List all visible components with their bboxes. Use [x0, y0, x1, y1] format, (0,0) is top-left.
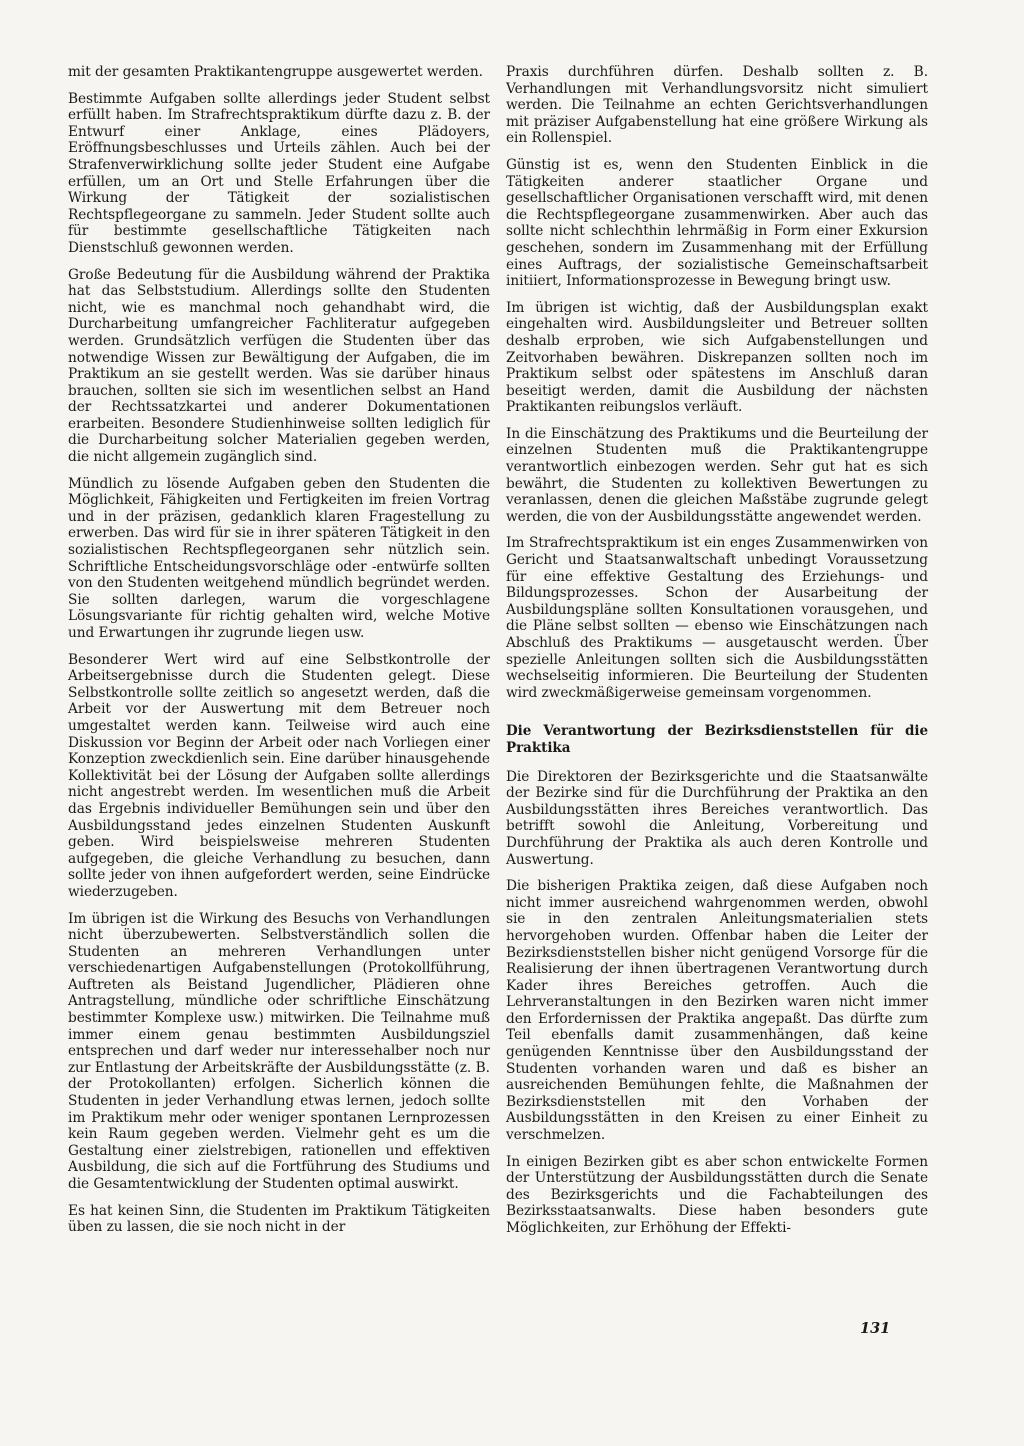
paragraph: Bestimmte Aufgaben sollte allerdings jeder Student selbst erfüllt haben. Im Strafrechtspraktikum dürfte dazu z. B. der Entwurf einer Anklage, eines Plädoyers, Eröffnungsbeschlusses und Urteils zählen. Auch bei der Strafenverwirklichung sollte jeder Student eine Aufgabe erfüllen, um an Ort und Stelle Erfahrungen über die Wirkung der Tätigkeit der sozialistischen Rechtspflegeorgane zu sammeln. Jeder Student sollte auch für bestimmte gesellschaftliche Tätigkeiten nach Dienstschluß gewonnen werden.	[68, 90, 490, 256]
paragraph: Günstig ist es, wenn den Studenten Einblick in die Tätigkeiten anderer staatlicher Organe und gesellschaftlicher Organisationen verschafft wird, mit denen die Rechtspflegeorgane zusammenwirken. Aber auch das sollte nicht schlechthin lehrmäßig in Form einer Exkursion geschehen, sondern im Zusammenhang mit der Erfüllung eines Auftrags, der sozialistische Gemeinschaftsarbeit initiiert, Informationsprozesse in Bewegung bringt usw.	[506, 156, 928, 290]
page-number: 131	[860, 1320, 891, 1337]
paragraph: Mündlich zu lösende Aufgaben geben den Studenten die Möglichkeit, Fähigkeiten und Fertigkeiten im freien Vortrag und in der präzisen, gedanklich klaren Fragestellung zu erwerben. Das wird für sie in ihrer späteren Tätigkeit in den sozialistischen Rechtspflegeorganen sehr nützlich sein. Schriftliche Entscheidungsvorschläge oder -entwürfe sollten von den Studenten weitgehend mündlich begründet werden. Sie sollten darlegen, warum die vorgeschlagene Lösungsvariante für richtig gehalten wird, welche Motive und Erwartungen ihr zugrunde liegen usw.	[68, 475, 490, 641]
paragraph: Praxis durchführen dürfen. Deshalb sollten z. B. Verhandlungen mit Verhandlungsvorsitz nicht simuliert werden. Die Teilnahme an echten Gerichtsverhandlungen mit präziser Aufgabenstellung hat eine größere Wirkung als ein Rollenspiel.	[506, 64, 928, 147]
paragraph: In die Einschätzung des Praktikums und die Beurteilung der einzelnen Studenten muß die Praktikantengruppe verantwortlich einbezogen werden. Sehr gut hat es sich bewährt, die Studenten zu kollektiven Bewertungen zu veranlassen, denen die gleichen Maßstäbe zugrunde gelegt werden, die von der Ausbildungsstätte angewendet werden.	[506, 425, 928, 525]
paragraph: Im Strafrechtspraktikum ist ein enges Zusammenwirken von Gericht und Staatsanwaltschaft unbedingt Voraussetzung für eine effektive Gestaltung des Erziehungs- und Bildungsprozesses. Schon der Ausarbeitung der Ausbildungspläne sollten Konsultationen vorausgehen, und die Pläne selbst sollten — ebenso wie Einschätzungen nach Abschluß des Praktikums — ausgetauscht werden. Über spezielle Anleitungen sollten sich die Ausbildungsstätten wechselseitig informieren. Die Beurteilung der Studenten wird zweckmäßigerweise gemeinsam vorgenommen.	[506, 535, 928, 701]
paragraph: Große Bedeutung für die Ausbildung während der Praktika hat das Selbststudium. Allerdings sollte den Studenten nicht, wie es manchmal noch gehandhabt wird, die Durcharbeitung umfangreicher Fachliteratur aufgegeben werden. Grundsätzlich verfügen die Studenten über das notwendige Wissen zur Bewältigung der Aufgaben, die im Praktikum an sie gestellt werden. Was sie darüber hinaus brauchen, sollten sie sich im wesentlichen selbst an Hand der Rechtssatzkartei und anderer Dokumentationen erarbeiten. Besondere Studienhinweise sollten lediglich für die Durcharbeitung solcher Materialien gegeben werden, die nicht allgemein zugänglich sind.	[68, 266, 490, 466]
section-heading: Die Verantwortung der Bezirksdienststellen für die Praktika	[506, 723, 928, 756]
paragraph: Die bisherigen Praktika zeigen, daß diese Aufgaben noch nicht immer ausreichend wahrgenommen werden, obwohl sie in den zentralen Anleitungsmaterialien stets hervorgehoben wurden. Offenbar haben die Leiter der Bezirksdienststellen bisher nicht genügend Vorsorge für die Realisierung der ihnen übertragenen Verantwortung durch Kader ihres Bereiches getroffen. Auch die Lehrveranstaltungen in den Bezirken waren nicht immer den Erfordernissen der Praktika angepaßt. Das dürfte zum Teil ebenfalls damit zusammenhängen, daß keine genügenden Kenntnisse über den Ausbildungsstand der Studenten vorhanden waren und daß es bisher an ausreichenden Bemühungen fehlte, die Maßnahmen der Bezirksdienststellen mit den Vorhaben der Ausbildungsstätten in den Kreisen zu einer Einheit zu verschmelzen.	[506, 878, 928, 1144]
left-column	[68, 64, 490, 1246]
paragraph: In einigen Bezirken gibt es aber schon entwickelte Formen der Unterstützung der Ausbildungsstätten durch die Senate des Bezirksgerichts und die Fachabteilungen des Bezirksstaatsanwalts. Diese haben besonders gute Möglichkeiten, zur Erhöhung der Effekti-	[506, 1153, 928, 1236]
paragraph: Es hat keinen Sinn, die Studenten im Praktikum Tätigkeiten üben zu lassen, die sie noch nicht in der	[68, 1202, 490, 1236]
paragraph: Die Direktoren der Bezirksgerichte und die Staatsanwälte der Bezirke sind für die Durchführung der Praktika an den Ausbildungsstätten ihres Bereiches verantwortlich. Das betrifft sowohl die Anleitung, Vorbereitung und Durchführung der Praktika als auch deren Kontrolle und Auswertung.	[506, 768, 928, 868]
right-column	[506, 64, 928, 1247]
paragraph: Im übrigen ist die Wirkung des Besuchs von Verhandlungen nicht überzubewerten. Selbstverständlich sollen die Studenten an mehreren Verhandlungen unter verschiedenartigen Aufgabenstellungen (Protokollführung, Auftreten als Beistand Jugendlicher, Plädieren ohne Antragstellung, mündliche oder schriftliche Einschätzung bestimmter Komplexe usw.) mitwirken. Die Teilnahme muß immer einem genau bestimmten Ausbildungsziel entsprechen und darf weder nur interessehalber noch nur zur Entlastung der Arbeitskräfte der Ausbildungsstätte (z. B. der Protokollanten) erfolgen. Sicherlich können die Studenten in jeder Verhandlung etwas lernen, jedoch sollte im Praktikum mehr oder weniger spontanen Lernprozessen kein Raum gegeben werden. Vielmehr geht es um die Gestaltung einer zielstrebigen, rationellen und effektiven Ausbildung, die sich auf die Fortführung des Studiums und die Gesamtentwicklung der Studenten optimal auswirkt.	[68, 910, 490, 1192]
paragraph: Besonderer Wert wird auf eine Selbstkontrolle der Arbeitsergebnisse durch die Studenten gelegt. Diese Selbstkontrolle sollte zeitlich so angesetzt werden, daß die Arbeit vor der Auswertung mit dem Betreuer noch umgestaltet werden kann. Teilweise wird auch eine Diskussion vor Beginn der Arbeit oder nach Vorliegen einer Konzeption zweckdienlich sein. Eine darüber hinausgehende Kollektivität bei der Lösung der Aufgaben sollte allerdings nicht angestrebt werden. Im wesentlichen muß die Arbeit das Ergebnis individueller Bemühungen sein und über den Ausbildungsstand jedes einzelnen Studenten Auskunft geben. Wird beispielsweise mehreren Studenten aufgegeben, die gleiche Verhandlung zu besuchen, dann sollte jeder von ihnen aufgefordert werden, seine Eindrücke wiederzugeben.	[68, 651, 490, 900]
paragraph: mit der gesamten Praktikantengruppe ausgewertet werden.	[68, 64, 483, 80]
paragraph: Im übrigen ist wichtig, daß der Ausbildungsplan exakt eingehalten wird. Ausbildungsleiter und Betreuer sollten deshalb erproben, wie sich Aufgabenstellungen und Zeitvorhaben bewähren. Diskrepanzen sollten noch im Praktikum selbst oder spätestens im Anschluß daran beseitigt werden, damit die Ausbildung der nächsten Praktikanten reibungslos verläuft.	[506, 299, 928, 416]
